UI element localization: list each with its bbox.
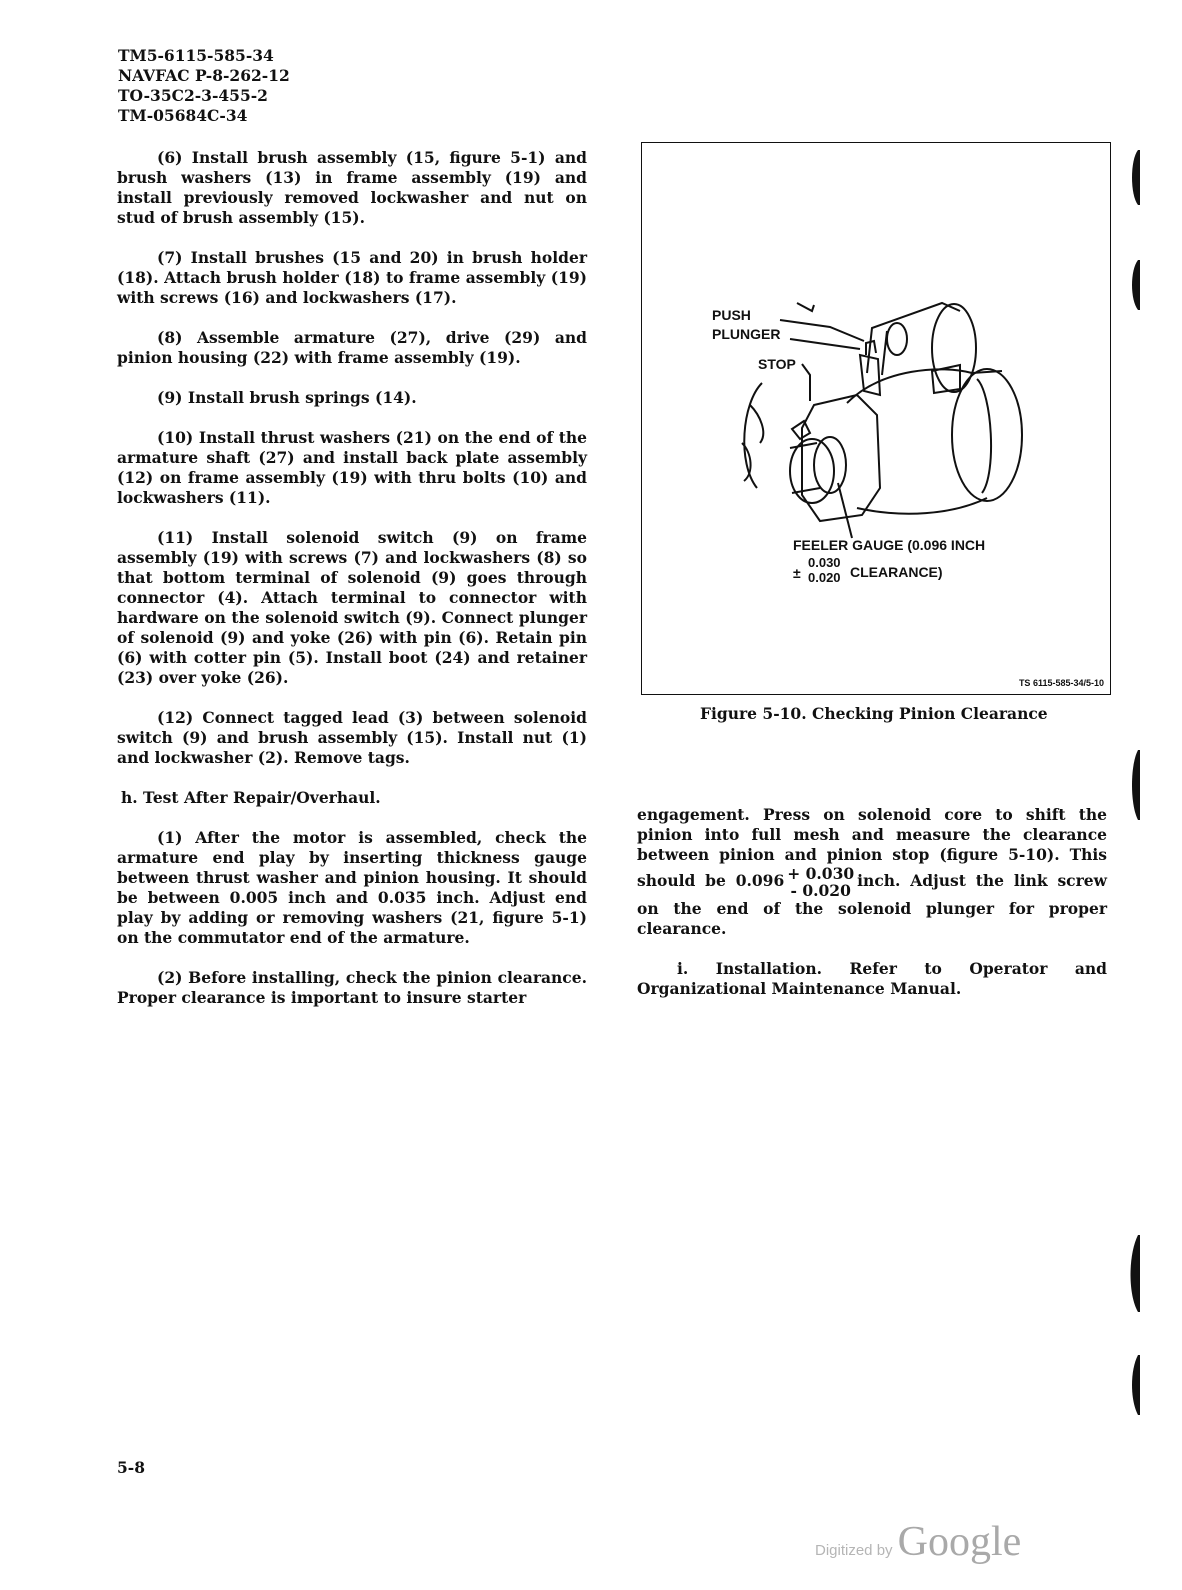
paragraph: (11) Install solenoid switch (9) on frame assembly (19) with screws (7) and lockwashers (8) so that bottom terminal of solenoid (9) goes through connector (4). Attach terminal to connector with hardware on the solenoid switch (9). Connect plunger of solenoid (9) and yoke (26) with pin (6). Retain pin (6) with cotter pin (5). Install boot (24) and retainer (23) over yoke (26). — [117, 528, 587, 687]
binding-mark — [1132, 150, 1140, 205]
label-plus-minus: ± — [793, 565, 801, 581]
paragraph: (2) Before installing, check the pinion clearance. Proper clearance is important to insure starter — [117, 968, 587, 1007]
label-stop: STOP — [758, 356, 796, 372]
text-run: engagement. Press on solenoid core to shift the pinion into full mesh and measure the clearance between pinion and pinion stop (figure 5-10). This should be 0.096 — [637, 805, 1107, 890]
binding-marks — [1130, 150, 1170, 1420]
label-tolerance-bottom: 0.020 — [808, 570, 841, 585]
binding-mark — [1132, 750, 1140, 820]
paragraph: (6) Install brush assembly (15, figure 5-1) and brush washers (13) in frame assembly (19) and install previously removed lockwasher and nut on stud of brush assembly (15). — [117, 148, 587, 227]
starter-motor-illustration — [642, 143, 1110, 694]
paragraph: (1) After the motor is assembled, check the armature end play by inserting thickness gauge between thrust washer and pinion housing. It should be between 0.005 inch and 0.035 inch. Adjust end play by adding or removing washers (21, figure 5-1) on the commutator end of the armature. — [117, 828, 587, 947]
header-line: TM5-6115-585-34 — [118, 46, 274, 65]
label-push: PUSH — [712, 307, 751, 323]
label-tolerance-top: 0.030 — [808, 555, 841, 570]
header-line: TM-05684C-34 — [118, 106, 248, 125]
text-run: inch. Adjust the link screw on the end of the solenoid plunger for proper clearance. — [637, 871, 1107, 938]
paragraph: (12) Connect tagged lead (3) between solenoid switch (9) and brush assembly (15). Install nut (1) and lockwasher (2). Remove tags. — [117, 708, 587, 767]
label-feeler-gauge: FEELER GAUGE (0.096 INCH — [793, 537, 986, 553]
label-plunger: PLUNGER — [712, 326, 781, 342]
paragraph: (9) Install brush springs (14). — [157, 388, 417, 407]
paragraph: i. Installation. Refer to Operator and Organizational Maintenance Manual. — [637, 959, 1107, 998]
section-heading: h. Test After Repair/Overhaul. — [121, 788, 381, 807]
paragraph: (7) Install brushes (15 and 20) in brush holder (18). Attach brush holder (18) to frame assembly (19) with screws (16) and lockwashers (17). — [117, 248, 587, 307]
header-line: TO-35C2-3-455-2 — [118, 86, 268, 105]
binding-mark — [1132, 260, 1140, 310]
tolerance-plus: + 0.030 — [787, 864, 855, 883]
watermark-prefix: Digitized by — [815, 1542, 893, 1559]
figure-5-10 — [641, 142, 1111, 695]
binding-mark — [1131, 1235, 1141, 1312]
tolerance-minus: - 0.020 — [790, 881, 851, 900]
header-line: NAVFAC P-8-262-12 — [118, 66, 290, 85]
figure-caption: Figure 5-10. Checking Pinion Clearance — [700, 704, 1048, 723]
label-clearance: CLEARANCE) — [850, 564, 943, 580]
figure-code: TS 6115-585-34/5-10 — [1018, 678, 1104, 688]
document-header — [118, 46, 290, 126]
page-number: 5-8 — [117, 1458, 146, 1477]
tolerance-fraction — [787, 865, 854, 899]
watermark — [815, 1518, 1021, 1566]
paragraph: (8) Assemble armature (27), drive (29) and pinion housing (22) with frame assembly (19). — [117, 328, 587, 367]
paragraph: (10) Install thrust washers (21) on the end of the armature shaft (27) and install back plate assembly (12) on frame assembly (19) with thru bolts (10) and lockwashers (11). — [117, 428, 587, 507]
left-column — [117, 148, 587, 1028]
binding-mark — [1132, 1355, 1140, 1415]
paragraph — [637, 805, 1107, 939]
right-column — [637, 805, 1107, 1019]
watermark-brand: Google — [897, 1519, 1022, 1565]
